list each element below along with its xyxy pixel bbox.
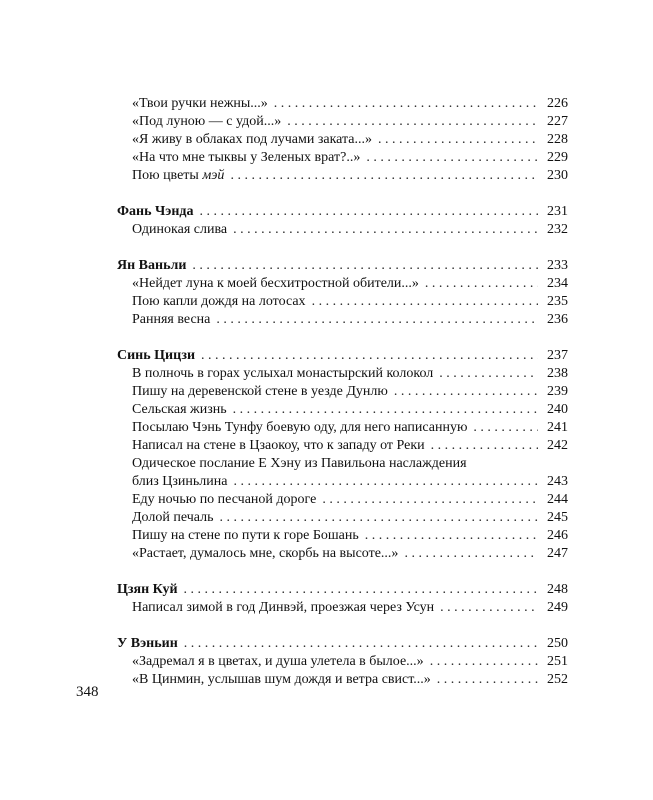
leader-dots [201, 347, 538, 365]
toc-entry: Долой печаль . . . 245 [117, 509, 568, 527]
toc-entry-first-line: Одическое послание Е Хэну из Павильона наслаждения [132, 456, 467, 471]
leader-dots [199, 203, 538, 221]
toc-entry: «Я живу в облаках под лучами заката...» . . . 228 [117, 131, 568, 149]
leader-dots [439, 365, 538, 383]
toc-entry: Пою цветы мэй . . . 230 [117, 167, 568, 185]
leader-dots [378, 131, 538, 149]
toc-entry: близ Цзиньлина . . . 243 [117, 473, 568, 491]
leader-dots [274, 95, 538, 113]
toc-entry: Еду ночью по песчаной дороге . . . 244 [117, 491, 568, 509]
toc-author-heading: У Вэньин . . . 250 [117, 635, 568, 653]
toc-entry: Пишу на деревенской стене в уезде Дунлю . . . 239 [117, 383, 568, 401]
leader-dots [430, 653, 538, 671]
leader-dots [233, 401, 538, 419]
toc-entry: В полночь в горах услыхал монастырский колокол . . . 238 [117, 365, 568, 383]
toc-author-heading: Ян Ваньли . . . 233 [117, 257, 568, 275]
leader-dots [437, 671, 538, 689]
leader-dots [216, 311, 538, 329]
leader-dots [184, 581, 538, 599]
toc-entry: Посылаю Чэнь Тунфу боевую оду, для него написанную . . . 241 [117, 419, 568, 437]
leader-dots [287, 113, 538, 131]
toc-author-heading: Синь Цицзи . . . 237 [117, 347, 568, 365]
leader-dots [219, 509, 538, 527]
leader-dots [322, 491, 538, 509]
leader-dots [404, 545, 538, 563]
page-number: 348 [76, 684, 99, 700]
toc-entry: «В Цинмин, услышав шум дождя и ветра свист...» . . . 252 [117, 671, 568, 689]
table-of-contents [117, 95, 568, 689]
toc-entry: Написал на стене в Цзаокоу, что к западу от Реки . . . 242 [117, 437, 568, 455]
toc-author-heading: Цзян Куй . . . 248 [117, 581, 568, 599]
leader-dots [184, 635, 538, 653]
leader-dots [230, 167, 538, 185]
toc-entry: Пишу на стене по пути к горе Бошань . . . 246 [117, 527, 568, 545]
leader-dots [233, 473, 538, 491]
toc-entry: «Под луною — с удой...» . . . 227 [117, 113, 568, 131]
toc-entry: Сельская жизнь . . . 240 [117, 401, 568, 419]
toc-entry: Написал зимой в год Динвэй, проезжая через Усун . . . 249 [117, 599, 568, 617]
leader-dots [431, 437, 538, 455]
toc-entry: «Твои ручки нежны...» . . . 226 [117, 95, 568, 113]
leader-dots [366, 149, 538, 167]
toc-entry: «Растает, думалось мне, скорбь на высоте...» . . . 247 [117, 545, 568, 563]
toc-entry: «На что мне тыквы у Зеленых врат?..» . . . 229 [117, 149, 568, 167]
leader-dots [312, 293, 538, 311]
toc-entry: «Нейдет луна к моей бесхитростной обители...» . . . 234 [117, 275, 568, 293]
toc-author-heading: Фань Чэнда . . . 231 [117, 203, 568, 221]
leader-dots [394, 383, 538, 401]
leader-dots [365, 527, 538, 545]
toc-entry: «Задремал я в цветах, и душа улетела в былое...» . . . 251 [117, 653, 568, 671]
toc-entry: Одинокая слива . . . 232 [117, 221, 568, 239]
leader-dots [440, 599, 538, 617]
toc-entry: Пою капли дождя на лотосах . . . 235 [117, 293, 568, 311]
leader-dots [233, 221, 538, 239]
leader-dots [192, 257, 538, 275]
leader-dots [473, 419, 538, 437]
leader-dots [425, 275, 538, 293]
toc-entry: Ранняя весна . . . 236 [117, 311, 568, 329]
